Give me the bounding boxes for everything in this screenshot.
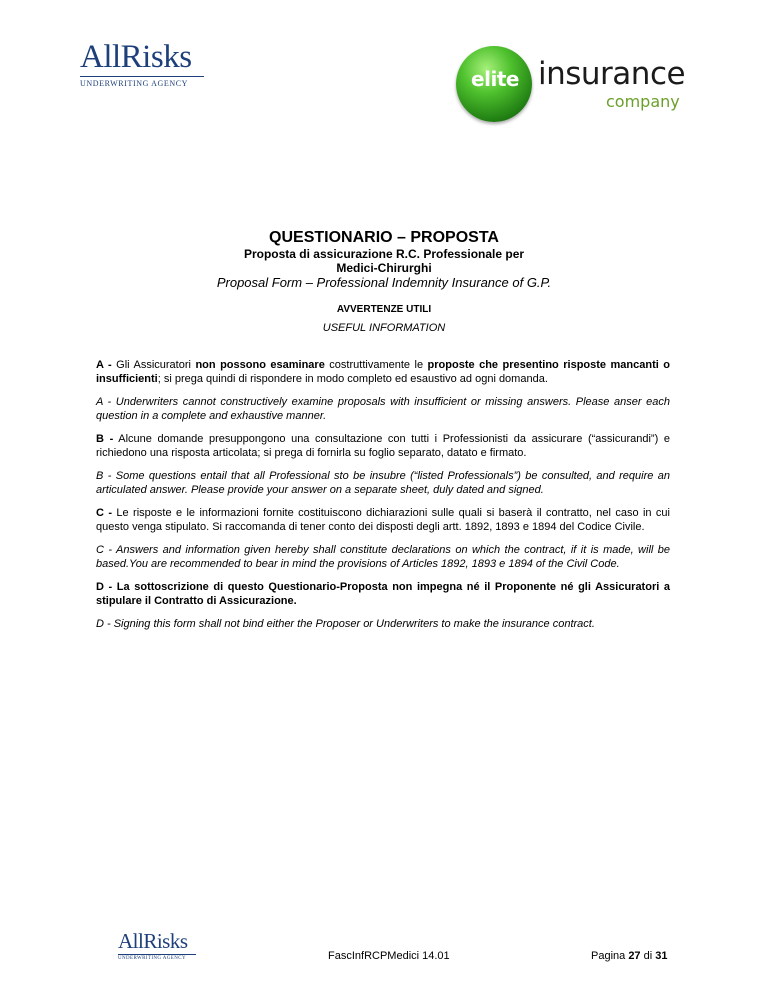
elite-logo-company: company bbox=[606, 92, 680, 111]
paragraph-d-english: D - Signing this form shall not bind either the Proposer or Underwriters to make the insurance contract. bbox=[96, 618, 595, 630]
footer-allrisks-logo bbox=[118, 930, 196, 961]
useful-information-heading: USEFUL INFORMATION bbox=[322, 322, 446, 334]
footer-allrisks-tagline: UNDERWRITING AGENCY bbox=[118, 954, 196, 961]
footer-page-number: Pagina 27 di 31 bbox=[591, 950, 668, 962]
document-subtitle-line-1: Proposta di assicurazione R.C. Professionale per bbox=[243, 247, 525, 261]
document-header bbox=[0, 228, 768, 291]
allrisks-logo-tagline: UNDERWRITING AGENCY bbox=[80, 76, 204, 88]
avvertenze-heading: AVVERTENZE UTILI bbox=[336, 304, 432, 315]
footer-allrisks-wordmark: AllRisks bbox=[118, 929, 188, 953]
paragraph-c-italian: C - Le risposte e le informazioni fornite costituiscono dichiarazioni sulle quali si baserà il contratto, nel caso in cui questo venga stipulato. Si raccomanda di tener conto dei disposti degli artt. 1892, 1893 e 1894 del Codice Civile. bbox=[96, 507, 670, 533]
allrisks-logo bbox=[80, 40, 204, 88]
elite-insurance-logo bbox=[456, 42, 696, 122]
footer-document-code: FascInfRCPMedici 14.01 bbox=[328, 950, 450, 962]
elite-logo-insurance: insurance bbox=[538, 56, 686, 92]
paragraph-a-english: A - Underwriters cannot constructively examine proposals with insufficient or missing answers. Please anser each question in a complete and exhaustive manner. bbox=[96, 396, 670, 422]
paragraph-c-english: C - Answers and information given hereby shall constitute declarations on which the contract, if it is made, will be based.You are recommended to bear in mind the provisions of Articles 1892, 1893 e 1894 of the Civil Code. bbox=[96, 544, 670, 570]
elite-logo-elite: elite bbox=[471, 67, 519, 91]
document-subtitle-line-2: Medici-Chirurghi bbox=[336, 261, 432, 275]
allrisks-logo-wordmark: AllRisks bbox=[80, 39, 192, 75]
paragraph-b-english: B - Some questions entail that all Professional sto be insubre (“listed Professionals”) be consulted, and require an articulated answer. Please provide your answer on a separate sheet, duly dated and signed. bbox=[96, 470, 670, 496]
document-english-title: Proposal Form – Professional Indemnity Insurance of G.P. bbox=[216, 275, 552, 290]
document-title: QUESTIONARIO – PROPOSTA bbox=[269, 229, 499, 246]
paragraph-d-italian: D - La sottoscrizione di questo Questionario-Proposta non impegna né il Proponente né gli Assicuratori a stipulare il Contratto di Assicurazione. bbox=[96, 581, 670, 607]
paragraph-a-italian: A - Gli Assicuratori non possono esaminare costruttivamente le proposte che presentino risposte mancanti o insufficienti; si prega quindi di rispondere in modo completo ed esaustivo ad ogni domanda. bbox=[96, 359, 671, 385]
paragraph-b-italian: B - Alcune domande presuppongono una consultazione con tutti i Professionisti da assicurare (“assicurandi”) e richiedono una risposta articolata; si prega di fornirla su foglio separato, datato e firmato. bbox=[96, 433, 670, 459]
